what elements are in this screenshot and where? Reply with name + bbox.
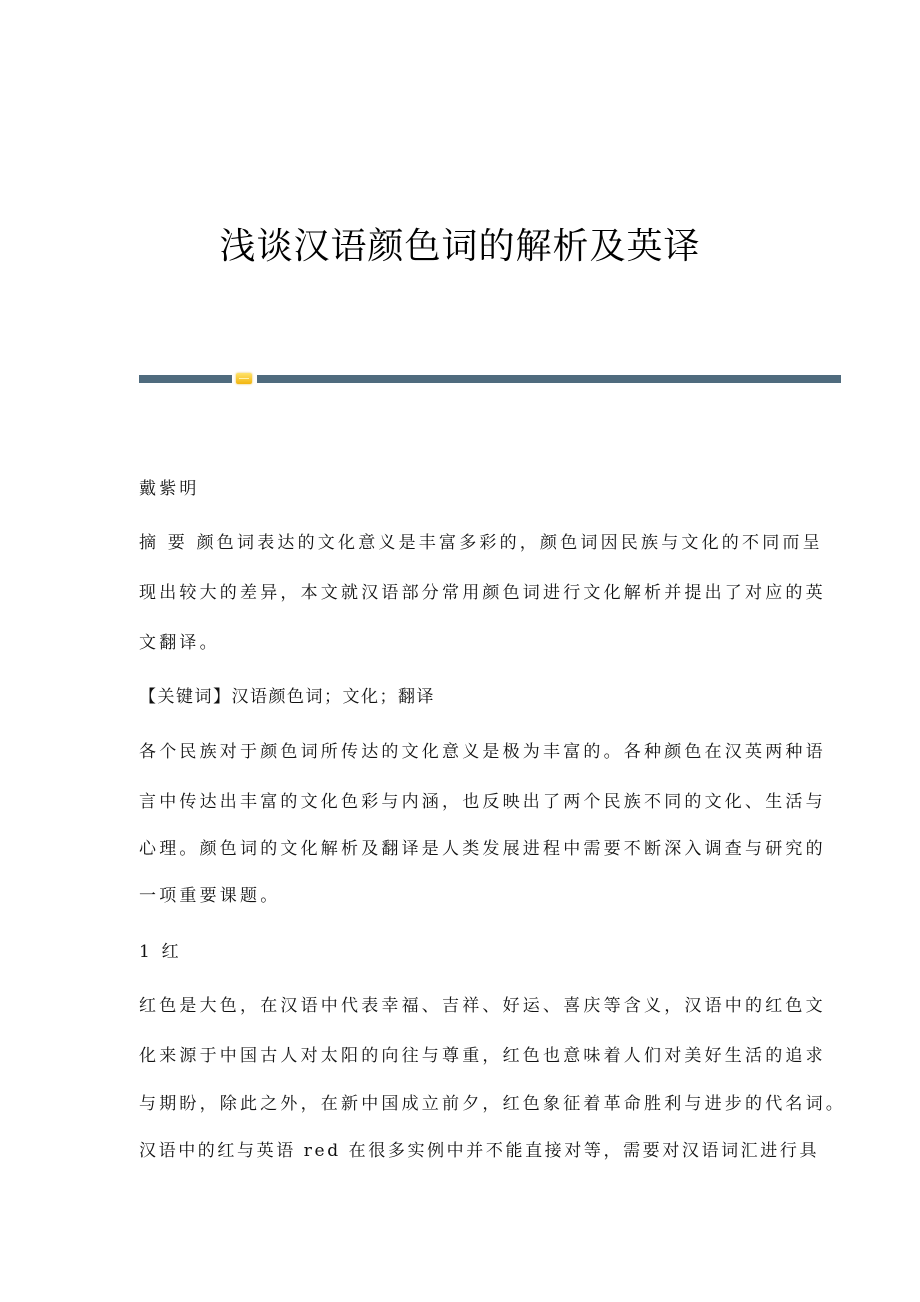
section-line: 红色是大色，在汉语中代表幸福、吉祥、好运、喜庆等含义，汉语中的红色文 <box>139 996 826 1016</box>
title-divider-right <box>257 375 841 383</box>
intro-line: 各个民族对于颜色词所传达的文化意义是极为丰富的。各种颜色在汉英两种语 <box>139 742 826 762</box>
abstract-line: 文翻译。 <box>139 633 220 653</box>
intro-line: 言中传达出丰富的文化色彩与内涵，也反映出了两个民族不同的文化、生活与 <box>139 792 826 812</box>
divider-ornament-icon <box>236 373 252 384</box>
abstract-line: 现出较大的差异，本文就汉语部分常用颜色词进行文化解析并提出了对应的英 <box>139 583 826 603</box>
section-heading: 1 红 <box>139 942 182 962</box>
document-title: 浅谈汉语颜色词的解析及英译 <box>219 226 701 267</box>
section-line: 与期盼，除此之外，在新中国成立前夕，红色象征着革命胜利与进步的代名词。 <box>139 1094 846 1114</box>
section-line: 汉语中的红与英语 red 在很多实例中并不能直接对等，需要对汉语词汇进行具 <box>139 1141 820 1161</box>
intro-line: 一项重要课题。 <box>139 886 281 906</box>
author-name: 戴紫明 <box>139 479 200 499</box>
title-divider-left <box>139 375 232 383</box>
abstract-line: 摘 要 颜色词表达的文化意义是丰富多彩的，颜色词因民族与文化的不同而呈 <box>139 533 823 553</box>
section-line: 化来源于中国古人对太阳的向往与尊重，红色也意味着人们对美好生活的追求 <box>139 1046 826 1066</box>
intro-line: 心理。颜色词的文化解析及翻译是人类发展进程中需要不断深入调查与研究的 <box>139 839 826 859</box>
keywords: 【关键词】汉语颜色词；文化；翻译 <box>139 687 435 707</box>
